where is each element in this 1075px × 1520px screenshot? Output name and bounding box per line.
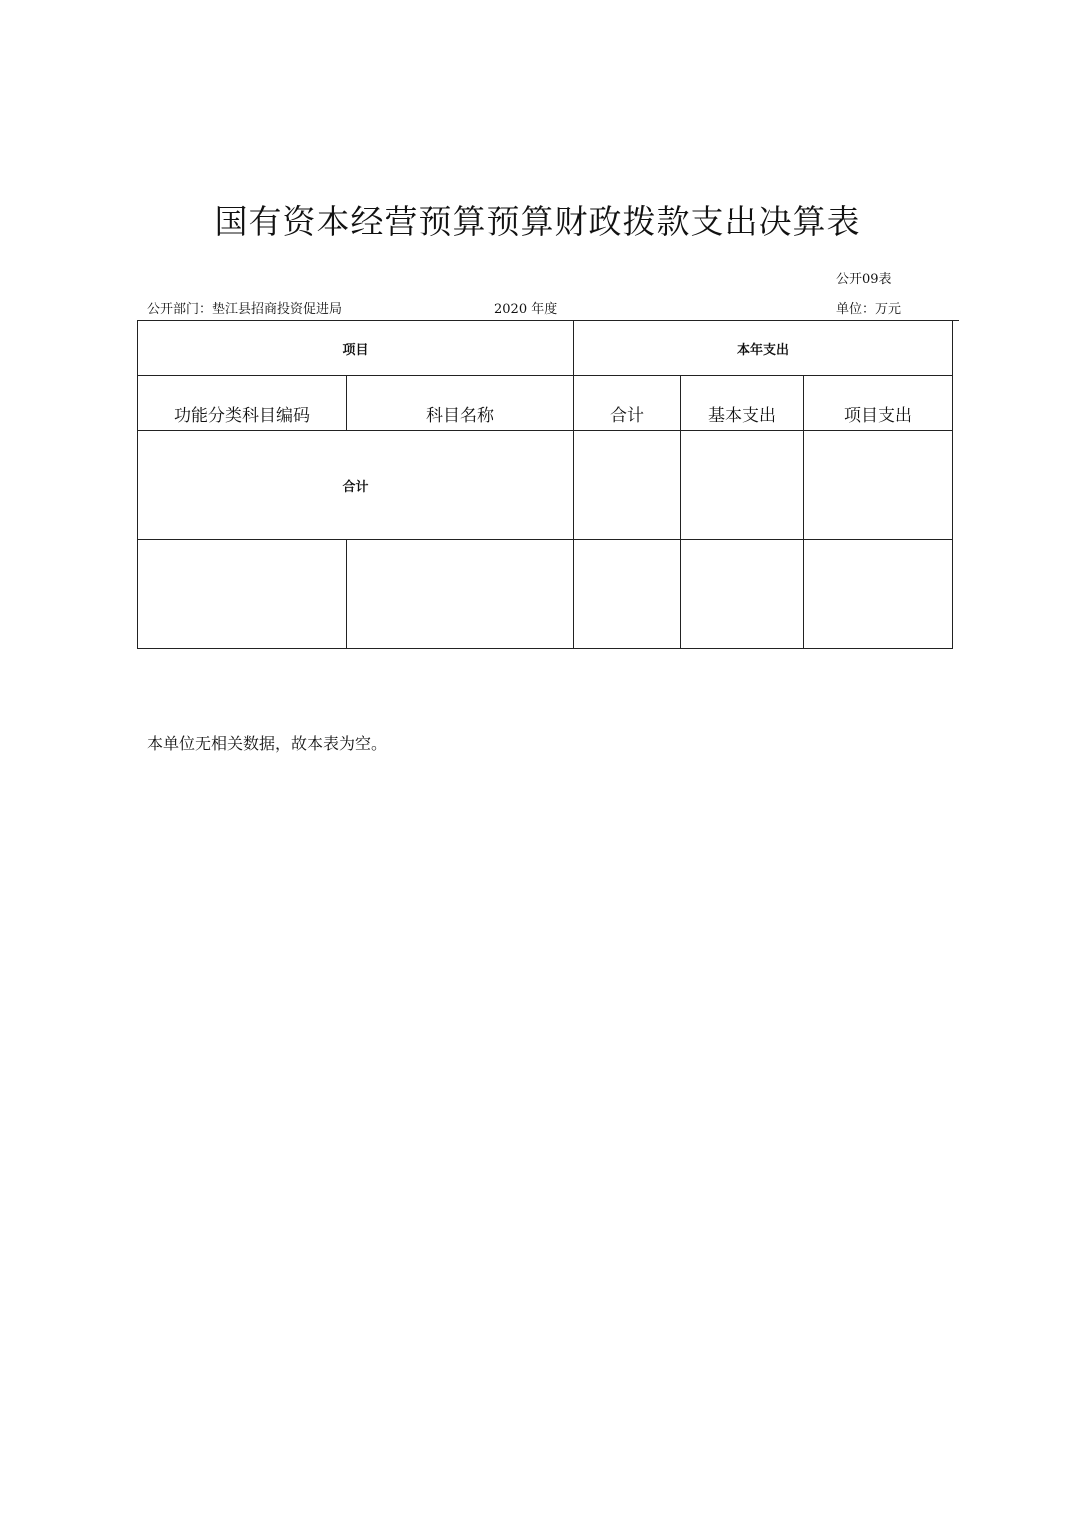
fiscal-year: 2020 年度	[494, 302, 558, 317]
column-header-row	[138, 376, 953, 431]
unit-label: 单位：万元	[836, 302, 902, 317]
total-row	[138, 431, 953, 540]
total-value	[574, 431, 681, 540]
col-project-header: 项目支出	[804, 376, 953, 431]
col-total-header: 合计	[574, 376, 681, 431]
total-project-value	[804, 431, 953, 540]
total-basic-value	[681, 431, 804, 540]
department-label: 公开部门：垫江县招商投资促进局	[147, 302, 343, 317]
row-total	[574, 540, 681, 649]
col-basic-header: 基本支出	[681, 376, 804, 431]
row-name	[347, 540, 574, 649]
col-code-header: 功能分类科目编码	[138, 376, 347, 431]
empty-note: 本单位无相关数据，故本表为空。	[147, 734, 388, 753]
row-code	[138, 540, 347, 649]
expenditure-table	[137, 320, 952, 649]
total-label: 合计	[138, 431, 574, 540]
page-title: 国有资本经营预算预算财政拨款支出决算表	[214, 202, 861, 241]
row-project	[804, 540, 953, 649]
form-number: 公开09表	[836, 272, 892, 287]
header-item: 项目	[138, 321, 574, 376]
table-header-row	[138, 321, 953, 376]
col-name-header: 科目名称	[347, 376, 574, 431]
row-basic	[681, 540, 804, 649]
header-expense: 本年支出	[574, 321, 953, 376]
table-row	[138, 540, 953, 649]
